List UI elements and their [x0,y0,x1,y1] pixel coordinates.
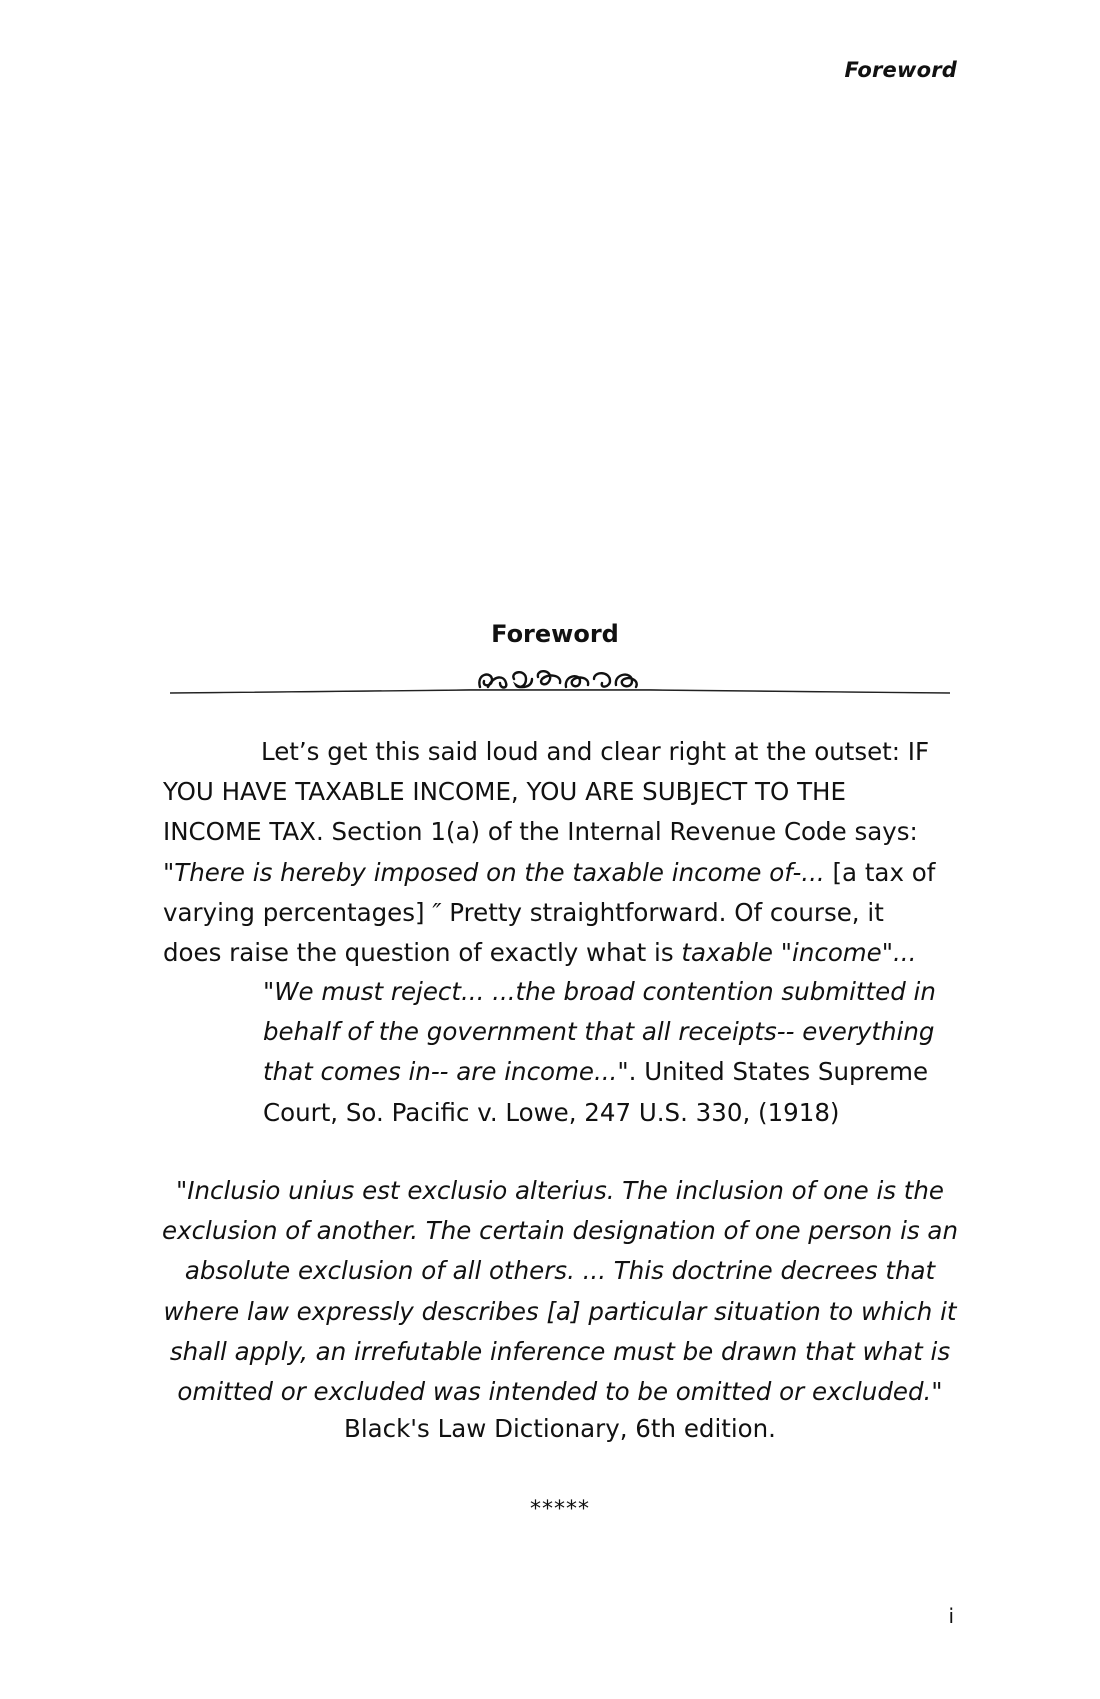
after-quote-text: Pretty straightforward. Of course, it does raise the question of exactly what is [163,897,884,968]
quote-close: ″ [424,897,442,927]
supreme-court-quote [263,972,943,1133]
bracket-note: [a tax of varying percentages] [163,857,936,927]
chapter-title: Foreword [491,620,619,648]
intro-text: Let’s get this said loud and clear right at the outset: IF YOU HAVE TAXABLE INCOME, YOU ARE SUBJECT TO THE INCOME TAX. Section 1(a) of the Internal Revenue Code says: [163,737,930,847]
maxim-citation: Black's Law Dictionary, 6th edition. [344,1414,776,1443]
intro-paragraph [163,732,943,973]
latin-maxim-quote: "Inclusio unius est exclusio alterius. The inclusion of one is the exclusion of another. The certain designation of one person is an absolute exclusion of all others. ... This doctrine decrees that where law expressly describes [a] particular situation to which it shall apply, an irrefutable inference must be drawn that what is omitted or excluded was intended to be omitted or excluded." [162,1176,958,1407]
page-number: i [948,1604,954,1628]
code-quote: "There is hereby imposed on the taxable income of-... [163,857,825,887]
taxable-income-term: taxable "income"... [681,938,917,968]
section-break: ***** [530,1497,590,1522]
ornamental-divider-icon [170,665,950,715]
supreme-court-citation: . United States Supreme Court, So. Pacific v. Lowe, 247 U.S. 330, (1918) [263,1057,929,1127]
supreme-court-quote-text: "We must reject... ...the broad contention submitted in behalf of the government that all receipts-- everything that comes in-- are income..." [263,977,936,1087]
running-header: Foreword [844,58,957,82]
